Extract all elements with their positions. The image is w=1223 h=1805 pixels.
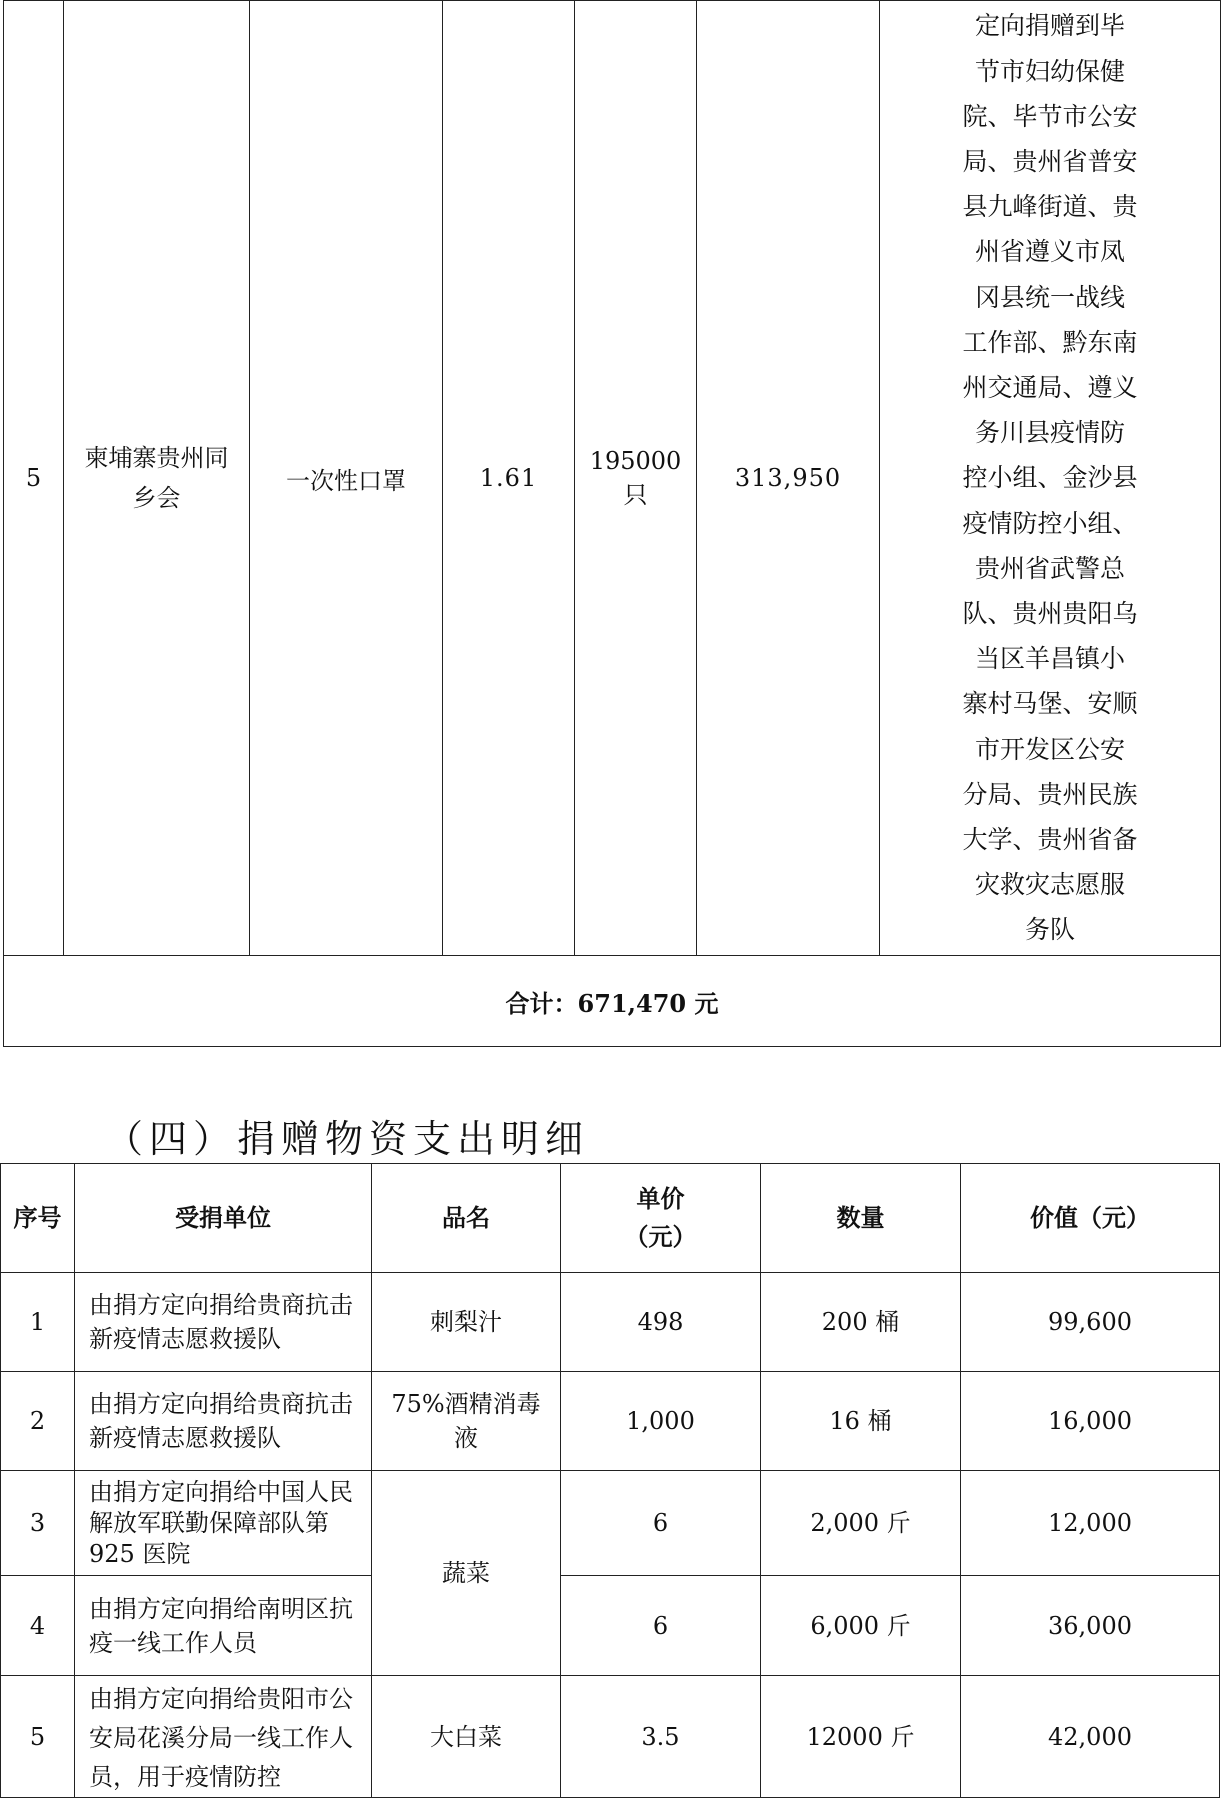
price-cell: 3.5	[561, 1676, 761, 1798]
section-title: （四）捐赠物资支出明细	[105, 1117, 590, 1161]
value-cell: 313,950	[697, 1, 880, 956]
seq-cell: 3	[1, 1471, 75, 1576]
recipients-cell	[880, 1, 1221, 956]
price-cell: 1.61	[443, 1, 575, 956]
donation-expense-table	[0, 1163, 1220, 1798]
quantity-cell: 16 桶	[761, 1372, 961, 1471]
item-cell: 75%酒精消毒液	[372, 1372, 561, 1471]
table-row	[4, 1, 1221, 956]
value-cell: 99,600	[961, 1273, 1220, 1372]
recipients-line: 寨村马堡、安顺	[962, 689, 1138, 719]
table-row	[1, 1676, 1220, 1798]
recipients-line: 州交通局、遵义	[962, 372, 1138, 402]
header-price: 单价（元）	[561, 1164, 761, 1273]
recipient-unit-cell: 由捐方定向捐给南明区抗疫一线工作人员	[75, 1576, 372, 1676]
recipients-line: 灾救灾志愿服	[974, 870, 1125, 900]
seq-cell: 4	[1, 1576, 75, 1676]
recipients-line: 务队	[1024, 915, 1075, 945]
recipients-line: 当区羊昌镇小	[974, 644, 1125, 674]
recipients-line: 务川县疫情防	[974, 418, 1125, 448]
quantity-cell: 12000 斤	[761, 1676, 961, 1798]
seq-cell: 2	[1, 1372, 75, 1471]
price-cell: 6	[561, 1471, 761, 1576]
recipients-line: 节市妇幼保健	[974, 56, 1125, 86]
recipients-line: 县九峰街道、贵	[962, 192, 1138, 222]
recipients-line: 冈县统一战线	[974, 282, 1125, 312]
header-seq: 序号	[1, 1164, 75, 1273]
quantity-cell: 195000 只	[575, 1, 697, 956]
total-cell: 合计：671,470 元	[4, 956, 1221, 1047]
quantity-cell: 2,000 斤	[761, 1471, 961, 1576]
value-cell: 42,000	[961, 1676, 1220, 1798]
recipients-line: 队、贵州贵阳乌	[962, 599, 1138, 628]
item-cell: 大白菜	[372, 1676, 561, 1798]
recipients-line: 疫情防控小组、	[962, 508, 1138, 538]
recipients-line: 定向捐赠到毕	[974, 11, 1125, 41]
recipients-line: 市开发区公安	[974, 734, 1125, 764]
value-cell: 36,000	[961, 1576, 1220, 1676]
recipients-line: 院、毕节市公安	[962, 101, 1138, 131]
item-cell: 一次性口罩	[250, 1, 443, 956]
price-cell: 6	[561, 1576, 761, 1676]
table-row	[1, 1372, 1220, 1471]
recipients-text	[892, 3, 1208, 952]
table-row	[1, 1471, 1220, 1576]
item-cell: 刺梨汁	[372, 1273, 561, 1372]
table-row	[1, 1576, 1220, 1676]
recipients-line: 贵州省武警总	[974, 553, 1125, 583]
seq-cell: 1	[1, 1273, 75, 1372]
item-cell: 蔬菜	[372, 1471, 561, 1676]
value-cell: 16,000	[961, 1372, 1220, 1471]
seq-cell: 5	[4, 1, 64, 956]
header-unit: 受捐单位	[75, 1164, 372, 1273]
price-cell: 1,000	[561, 1372, 761, 1471]
table-row	[1, 1273, 1220, 1372]
recipients-line: 控小组、金沙县	[962, 463, 1138, 493]
quantity-cell: 200 桶	[761, 1273, 961, 1372]
header-value: 价值（元）	[961, 1164, 1220, 1273]
donation-income-table	[3, 0, 1221, 1047]
recipients-line: 工作部、黔东南	[962, 327, 1138, 357]
header-item: 品名	[372, 1164, 561, 1273]
recipients-line: 局、贵州省普安	[962, 146, 1138, 176]
recipient-unit-cell: 由捐方定向捐给贵阳市公安局花溪分局一线工作人员，用于疫情防控	[75, 1676, 372, 1798]
recipients-line: 州省遵义市凤	[974, 237, 1125, 267]
recipients-line: 大学、贵州省备	[962, 825, 1138, 855]
recipients-line: 分局、贵州民族	[962, 779, 1138, 809]
recipient-unit-cell: 由捐方定向捐给中国人民解放军联勤保障部队第 925 医院	[75, 1471, 372, 1576]
seq-cell: 5	[1, 1676, 75, 1798]
recipient-unit-cell: 由捐方定向捐给贵商抗击新疫情志愿救援队	[75, 1372, 372, 1471]
value-cell: 12,000	[961, 1471, 1220, 1576]
recipient-unit-cell: 由捐方定向捐给贵商抗击新疫情志愿救援队	[75, 1273, 372, 1372]
quantity-cell: 6,000 斤	[761, 1576, 961, 1676]
donor-cell: 柬埔寨贵州同乡会	[64, 1, 250, 956]
header-row	[1, 1164, 1220, 1273]
price-cell: 498	[561, 1273, 761, 1372]
header-quantity: 数量	[761, 1164, 961, 1273]
total-row	[4, 956, 1221, 1047]
